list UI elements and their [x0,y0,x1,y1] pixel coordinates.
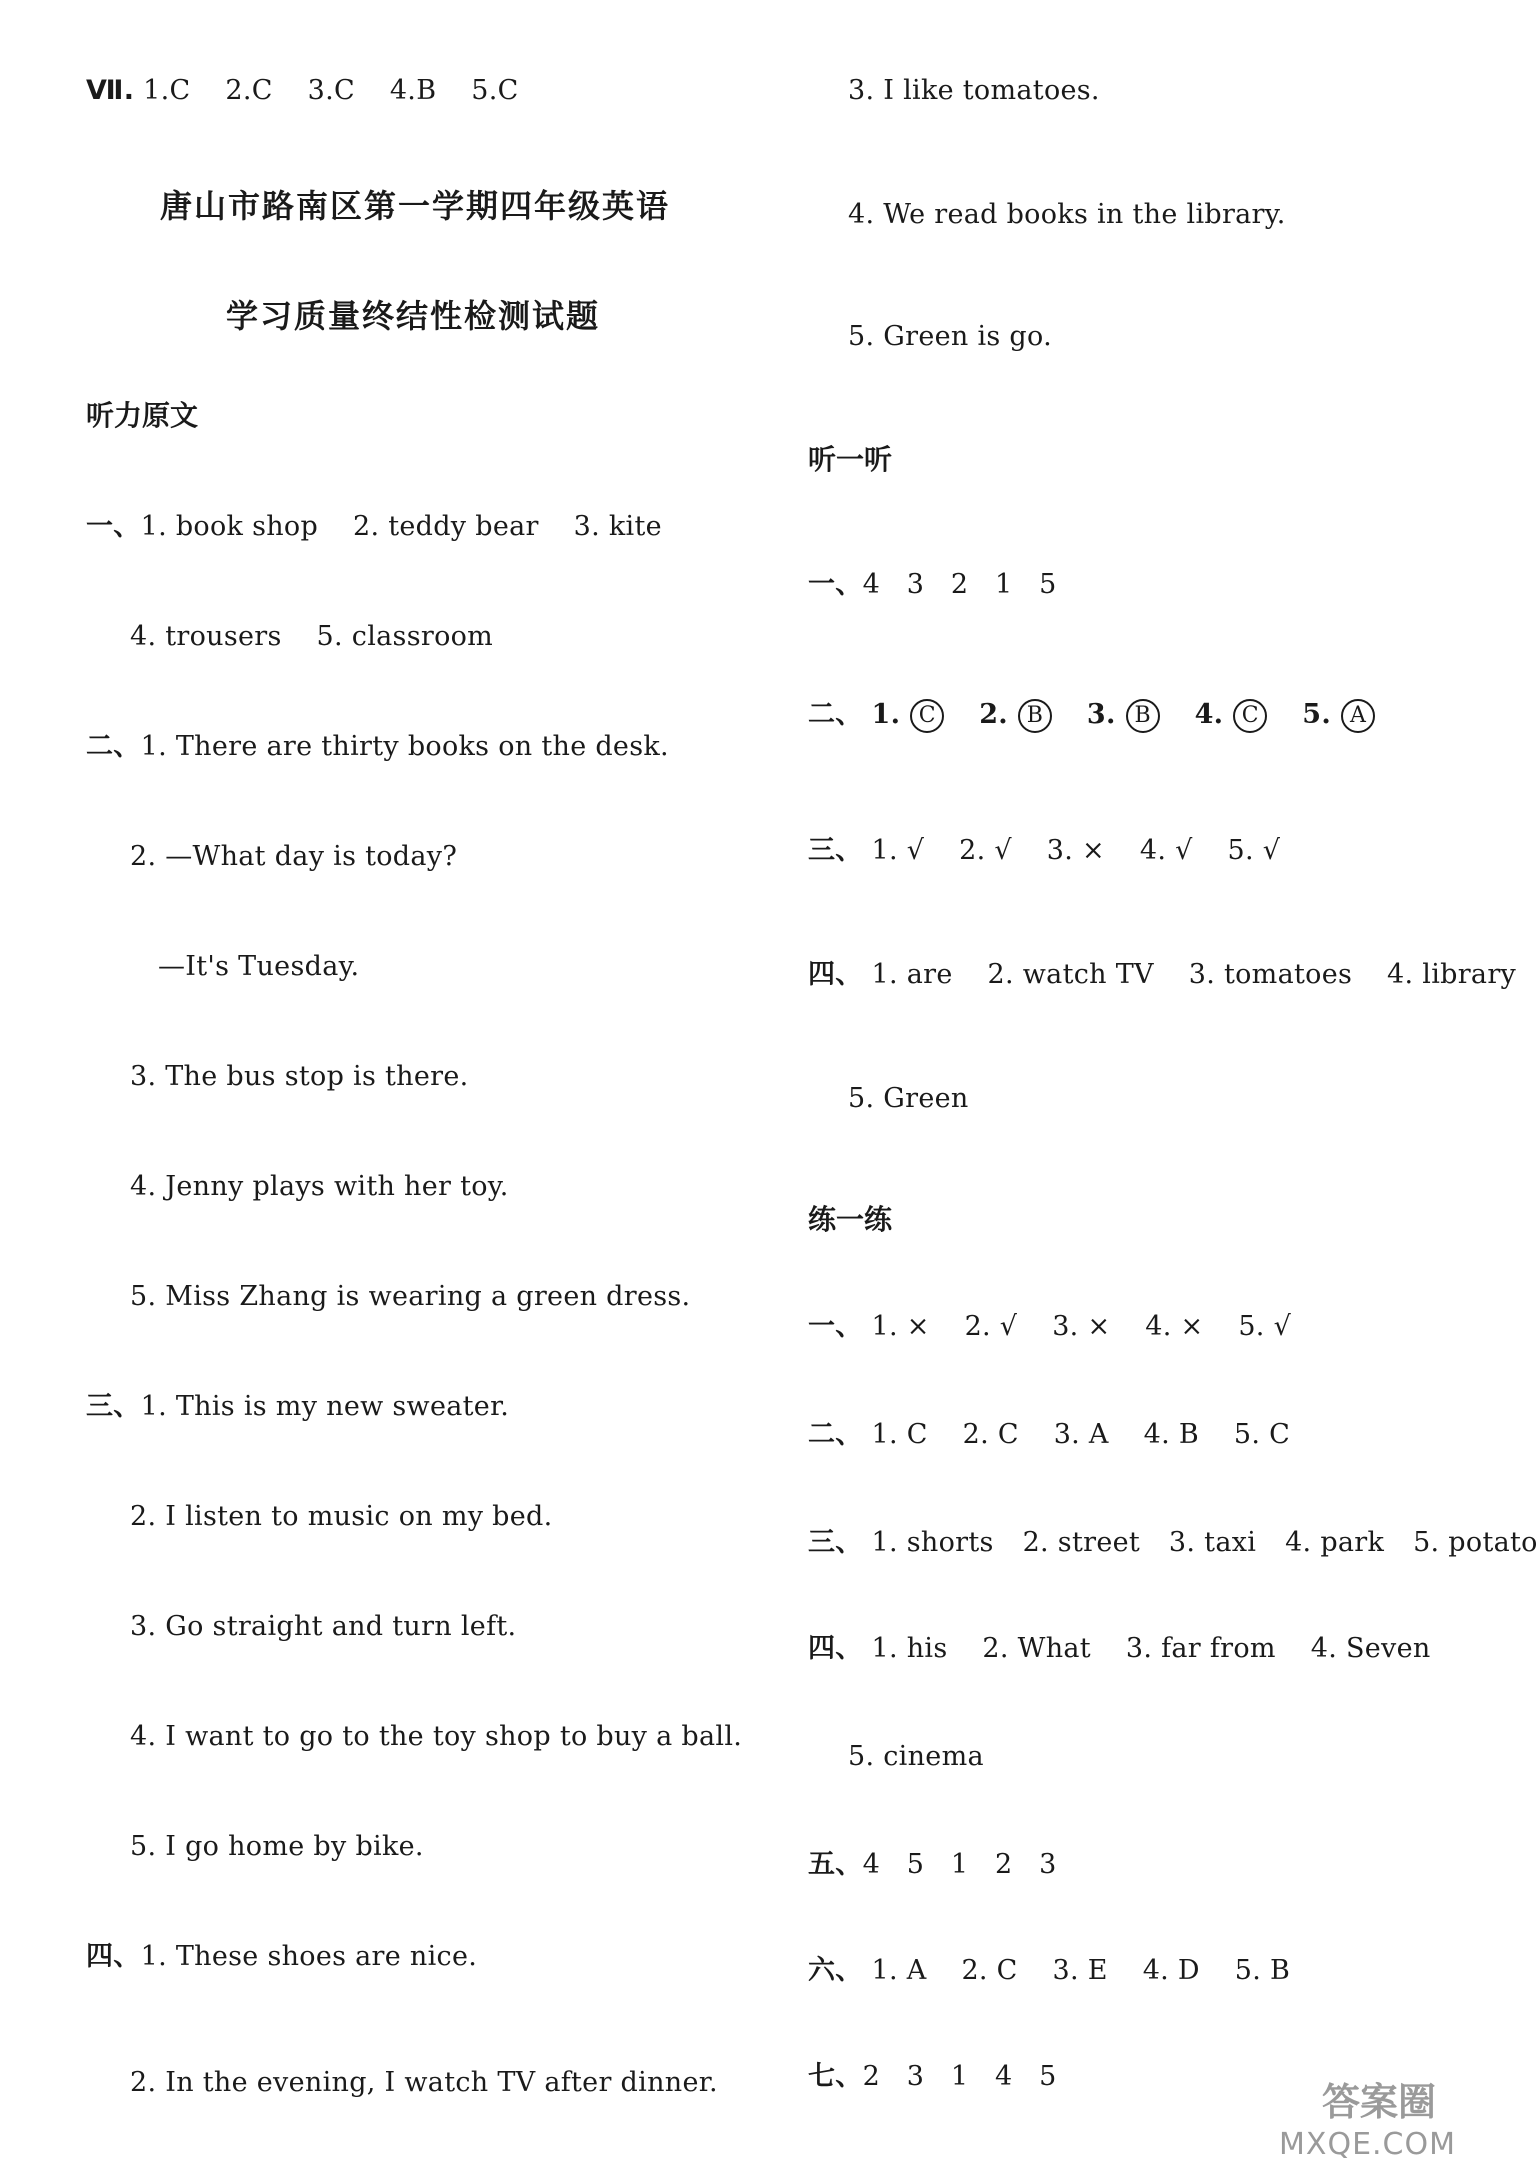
exam-title-line2: 学习质量终结性检测试题 [226,297,601,335]
practice-answers-6: 六、 1. A 2. C 3. E 4. D 5. B [808,1955,1291,1986]
practice-answers-3: 三、 1. shorts 2. street 3. taxi 4. park 5. potato [808,1527,1538,1558]
practice-answers-4b: 5. cinema [848,1741,984,1772]
answers-vii: Ⅶ. 1.C 2.C 3.C 4.B 5.C [86,75,519,106]
listening-heading: 听力原文 [86,399,199,432]
watermark-url: MXQE.COM [1279,2127,1456,2162]
practice-answers-7: 七、2 3 1 4 5 [808,2061,1057,2092]
q2-item2: 2. —What day is today? [130,841,458,872]
q1-line2: 4. trousers 5. classroom [130,621,494,652]
q4-item2: 2. In the evening, I watch TV after dinner. [130,2067,718,2098]
circled-answer: C [910,699,944,733]
q4-item1: 四、1. These shoes are nice. [86,1941,478,1972]
q2-item2-answer: —It's Tuesday. [158,951,360,982]
practice-heading: 练一练 [808,1203,893,1236]
right-q4-item4: 4. We read books in the library. [848,199,1286,230]
exam-title-line1: 唐山市路南区第一学期四年级英语 [160,187,671,225]
right-q4-item3: 3. I like tomatoes. [848,75,1100,106]
q3-item5: 5. I go home by bike. [130,1831,424,1862]
circled-answer: A [1341,699,1375,733]
q2-item5: 5. Miss Zhang is wearing a green dress. [130,1281,691,1312]
right-q4-item5: 5. Green is go. [848,321,1052,352]
listen-answers-4b: 5. Green [848,1083,969,1114]
listen-answers-1: 一、4 3 2 1 5 [808,569,1057,600]
q2-item1: 二、1. There are thirty books on the desk. [86,731,669,762]
q3-item1: 三、1. This is my new sweater. [86,1391,510,1422]
watermark-logo: 答案圈 [1321,2080,1436,2124]
q2-item3: 3. The bus stop is there. [130,1061,469,1092]
q3-item4: 4. I want to go to the toy shop to buy a ball. [130,1721,743,1752]
q1-line1: 一、1. book shop 2. teddy bear 3. kite [86,511,662,542]
practice-answers-1: 一、 1. × 2. √ 3. × 4. × 5. √ [808,1311,1292,1342]
listen-heading: 听一听 [808,443,893,476]
practice-answers-4: 四、 1. his 2. What 3. far from 4. Seven [808,1633,1431,1664]
circled-answer: B [1018,699,1052,733]
q2-item4: 4. Jenny plays with her toy. [130,1171,509,1202]
q3-item2: 2. I listen to music on my bed. [130,1501,553,1532]
listen-answers-4: 四、 1. are 2. watch TV 3. tomatoes 4. library [808,959,1517,990]
listen-answers-2: 二、 1. C 2. B 3. B 4. C 5. A [808,698,1375,733]
q3-item3: 3. Go straight and turn left. [130,1611,517,1642]
circled-answer: C [1233,699,1267,733]
practice-answers-2: 二、 1. C 2. C 3. A 4. B 5. C [808,1419,1291,1450]
practice-answers-5: 五、4 5 1 2 3 [808,1849,1057,1880]
circled-answer: B [1126,699,1160,733]
listen-answers-3: 三、 1. √ 2. √ 3. × 4. √ 5. √ [808,835,1281,866]
